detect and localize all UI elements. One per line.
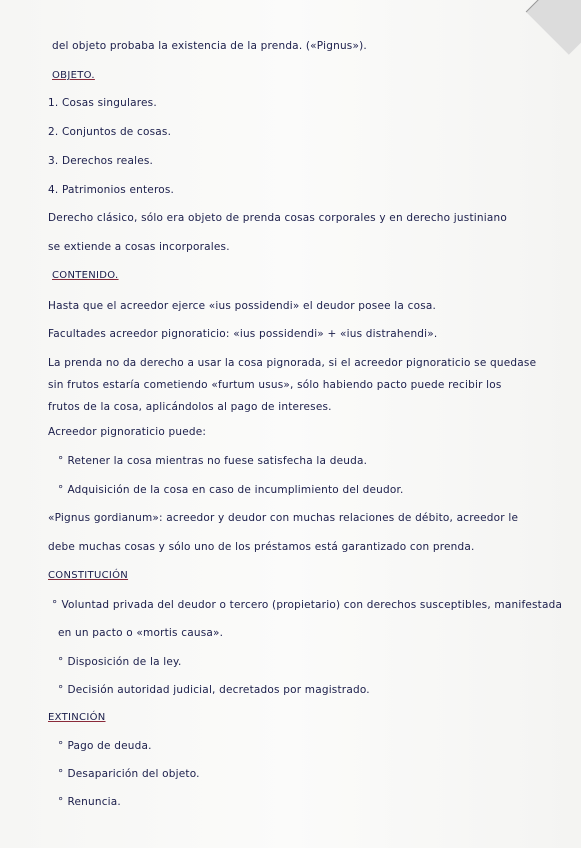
text-line: frutos de la cosa, aplicándolos al pago de intereses. — [48, 401, 332, 413]
list-item: 3. Derechos reales. — [48, 155, 154, 167]
bullet-item: ° Decisión autoridad judicial, decretados por magistrado. — [58, 684, 370, 696]
text-line: Hasta que el acreedor ejerce «ius possidendi» el deudor posee la cosa. — [48, 300, 437, 312]
bullet-item: ° Renuncia. — [58, 796, 121, 808]
list-item: 4. Patrimonios enteros. — [48, 184, 175, 196]
text-line: en un pacto o «mortis causa». — [58, 627, 224, 639]
text-line: Facultades acreedor pignoraticio: «ius possidendi» + «ius distrahendi». — [48, 328, 438, 340]
bullet-item: ° Voluntad privada del deudor o tercero (propietario) con derechos susceptibles, manifestada — [52, 599, 562, 611]
bullet-item: ° Adquisición de la cosa en caso de incumplimiento del deudor. — [58, 484, 404, 496]
list-item: 2. Conjuntos de cosas. — [48, 126, 172, 138]
section-heading-contenido: CONTENIDO. — [52, 270, 119, 281]
bullet-item: ° Desaparición del objeto. — [58, 768, 200, 780]
text-line: debe muchas cosas y sólo uno de los préstamos está garantizado con prenda. — [48, 541, 475, 553]
section-heading-constitucion: CONSTITUCIÓN — [48, 570, 129, 581]
bullet-item: ° Retener la cosa mientras no fuese satisfecha la deuda. — [58, 455, 367, 467]
text-line: sin frutos estaría cometiendo «furtum usus», sólo habiendo pacto puede recibir los — [48, 379, 502, 391]
section-heading-objeto: OBJETO. — [52, 70, 95, 81]
text-line: del objeto probaba la existencia de la prenda. («Pignus»). — [52, 40, 367, 52]
text-line: La prenda no da derecho a usar la cosa pignorada, si el acreedor pignoraticio se quedase — [48, 357, 537, 369]
text-line: se extiende a cosas incorporales. — [48, 241, 230, 253]
text-line: Acreedor pignoraticio puede: — [48, 426, 207, 438]
text-line: Derecho clásico, sólo era objeto de prenda cosas corporales y en derecho justiniano — [48, 212, 507, 224]
section-heading-extincion: EXTINCIÓN — [48, 712, 106, 723]
bullet-item: ° Disposición de la ley. — [58, 656, 182, 668]
text-line: «Pignus gordianum»: acreedor y deudor con muchas relaciones de débito, acreedor le — [48, 512, 519, 524]
folded-corner — [526, 0, 581, 55]
bullet-item: ° Pago de deuda. — [58, 740, 152, 752]
list-item: 1. Cosas singulares. — [48, 97, 157, 109]
